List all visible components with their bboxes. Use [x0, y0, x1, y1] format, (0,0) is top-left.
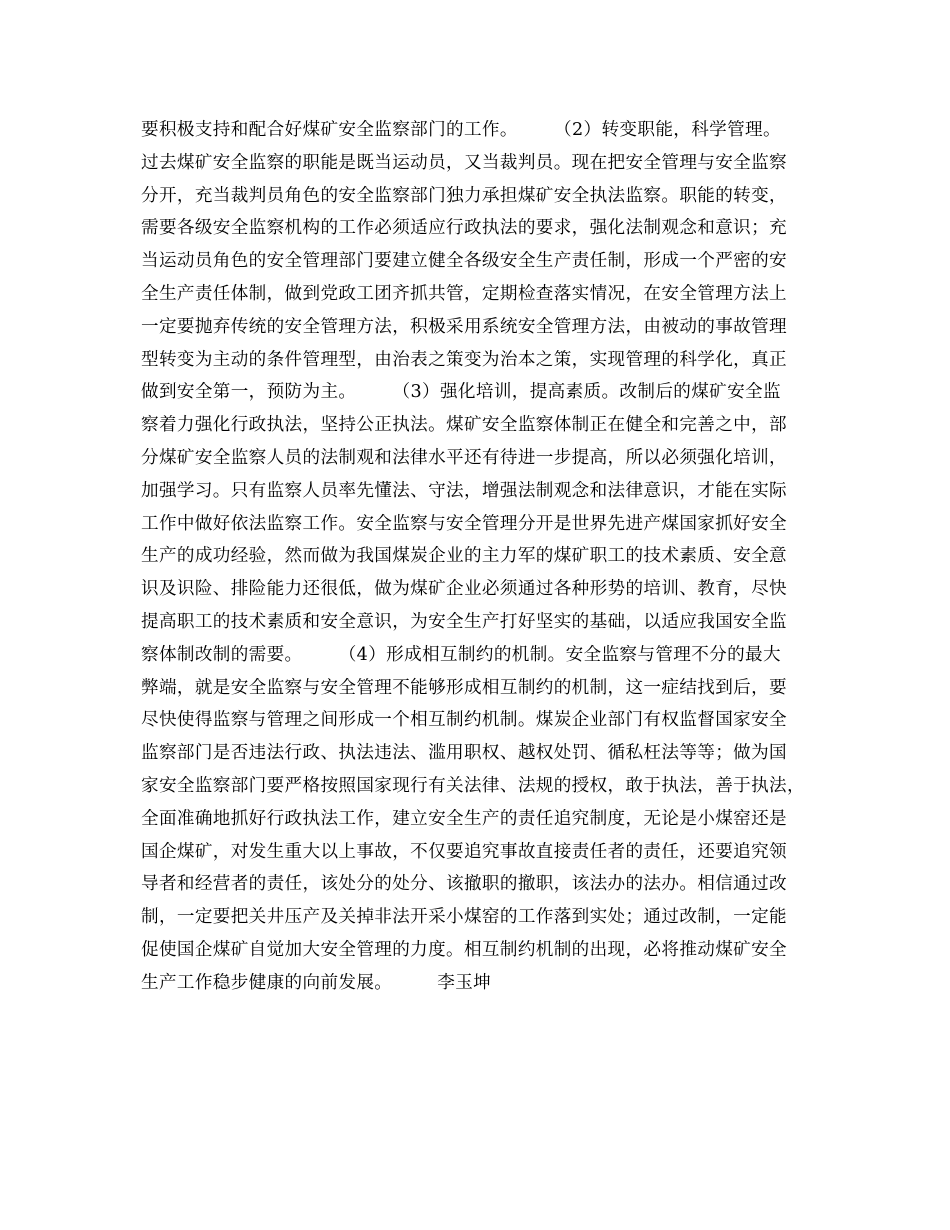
- text-line: 生产工作稳步健康的向前发展。 李玉坤: [141, 972, 492, 993]
- text-line: 察体制改制的需要。 （4）形成相互制约的机制。安全监察与管理不分的最大: [141, 644, 781, 665]
- text-line: 家安全监察部门要严格按照国家现行有关法律、法规的授权，敢于执法，善于执法，: [141, 775, 805, 796]
- text-line: 需要各级安全监察机构的工作必须适应行政执法的要求，强化法制观念和意识；充: [141, 218, 787, 239]
- text-line: 察着力强化行政执法，坚持公正执法。煤矿安全监察体制正在健全和完善之中，部: [141, 415, 787, 436]
- text-line: 当运动员角色的安全管理部门要建立健全各级安全生产责任制，形成一个严密的安: [141, 251, 787, 272]
- text-line: 提高职工的技术素质和安全意识，为安全生产打好坚实的基础，以适应我国安全监: [141, 611, 787, 632]
- text-line: 一定要抛弃传统的安全管理方法，积极采用系统安全管理方法，由被动的事故管理: [141, 316, 787, 337]
- text-line: 要积极支持和配合好煤矿安全监察部门的工作。 （2）转变职能，科学管理。: [141, 120, 781, 140]
- text-line: 加强学习。只有监察人员率先懂法、守法，增强法制观念和法律意识，才能在实际: [141, 480, 787, 501]
- text-line: 尽快使得监察与管理之间形成一个相互制约机制。煤炭企业部门有权监督国家安全: [141, 710, 787, 731]
- text-line: 分煤矿安全监察人员的法制观和法律水平还有待进一步提高，所以必须强化培训，: [141, 447, 787, 468]
- text-line: 全面准确地抓好行政执法工作，建立安全生产的责任追究制度，无论是小煤窑还是: [141, 808, 787, 829]
- text-line: 分开，充当裁判员角色的安全监察部门独力承担煤矿安全执法监察。职能的转变，: [141, 185, 787, 206]
- text-line: 工作中做好依法监察工作。安全监察与安全管理分开是世界先进产煤国家抓好安全: [141, 513, 787, 534]
- text-line: 识及识险、排险能力还很低，做为煤矿企业必须通过各种形势的培训、教育，尽快: [141, 579, 787, 600]
- text-line: 生产的成功经验，然而做为我国煤炭企业的主力军的煤矿职工的技术素质、安全意: [141, 546, 787, 567]
- text-line: 型转变为主动的条件管理型，由治表之策变为治本之策，实现管理的科学化，真正: [141, 349, 787, 370]
- text-line: 做到安全第一，预防为主。 （3）强化培训，提高素质。改制后的煤矿安全监: [141, 382, 781, 403]
- text-line: 全生产责任体制，做到党政工团齐抓共管，定期检查落实情况，在安全管理方法上: [141, 283, 787, 304]
- text-line: 制，一定要把关井压产及关掉非法开采小煤窑的工作落到实处；通过改制，一定能: [141, 907, 787, 928]
- body-text: [141, 114, 821, 1000]
- text-line: 导者和经营者的责任，该处分的处分、该撤职的撤职，该法办的法办。相信通过改: [141, 874, 787, 895]
- text-line: 弊端，就是安全监察与安全管理不能够形成相互制约的机制，这一症结找到后，要: [141, 677, 787, 698]
- text-line: 促使国企煤矿自觉加大安全管理的力度。相互制约机制的出现，必将推动煤矿安全: [141, 939, 787, 960]
- text-line: 监察部门是否违法行政、执法违法、滥用职权、越权处罚、循私枉法等等；做为国: [141, 743, 787, 764]
- text-line: 国企煤矿，对发生重大以上事故，不仅要追究事故直接责任者的责任，还要追究领: [141, 841, 787, 862]
- text-line: 过去煤矿安全监察的职能是既当运动员，又当裁判员。现在把安全管理与安全监察: [141, 152, 787, 173]
